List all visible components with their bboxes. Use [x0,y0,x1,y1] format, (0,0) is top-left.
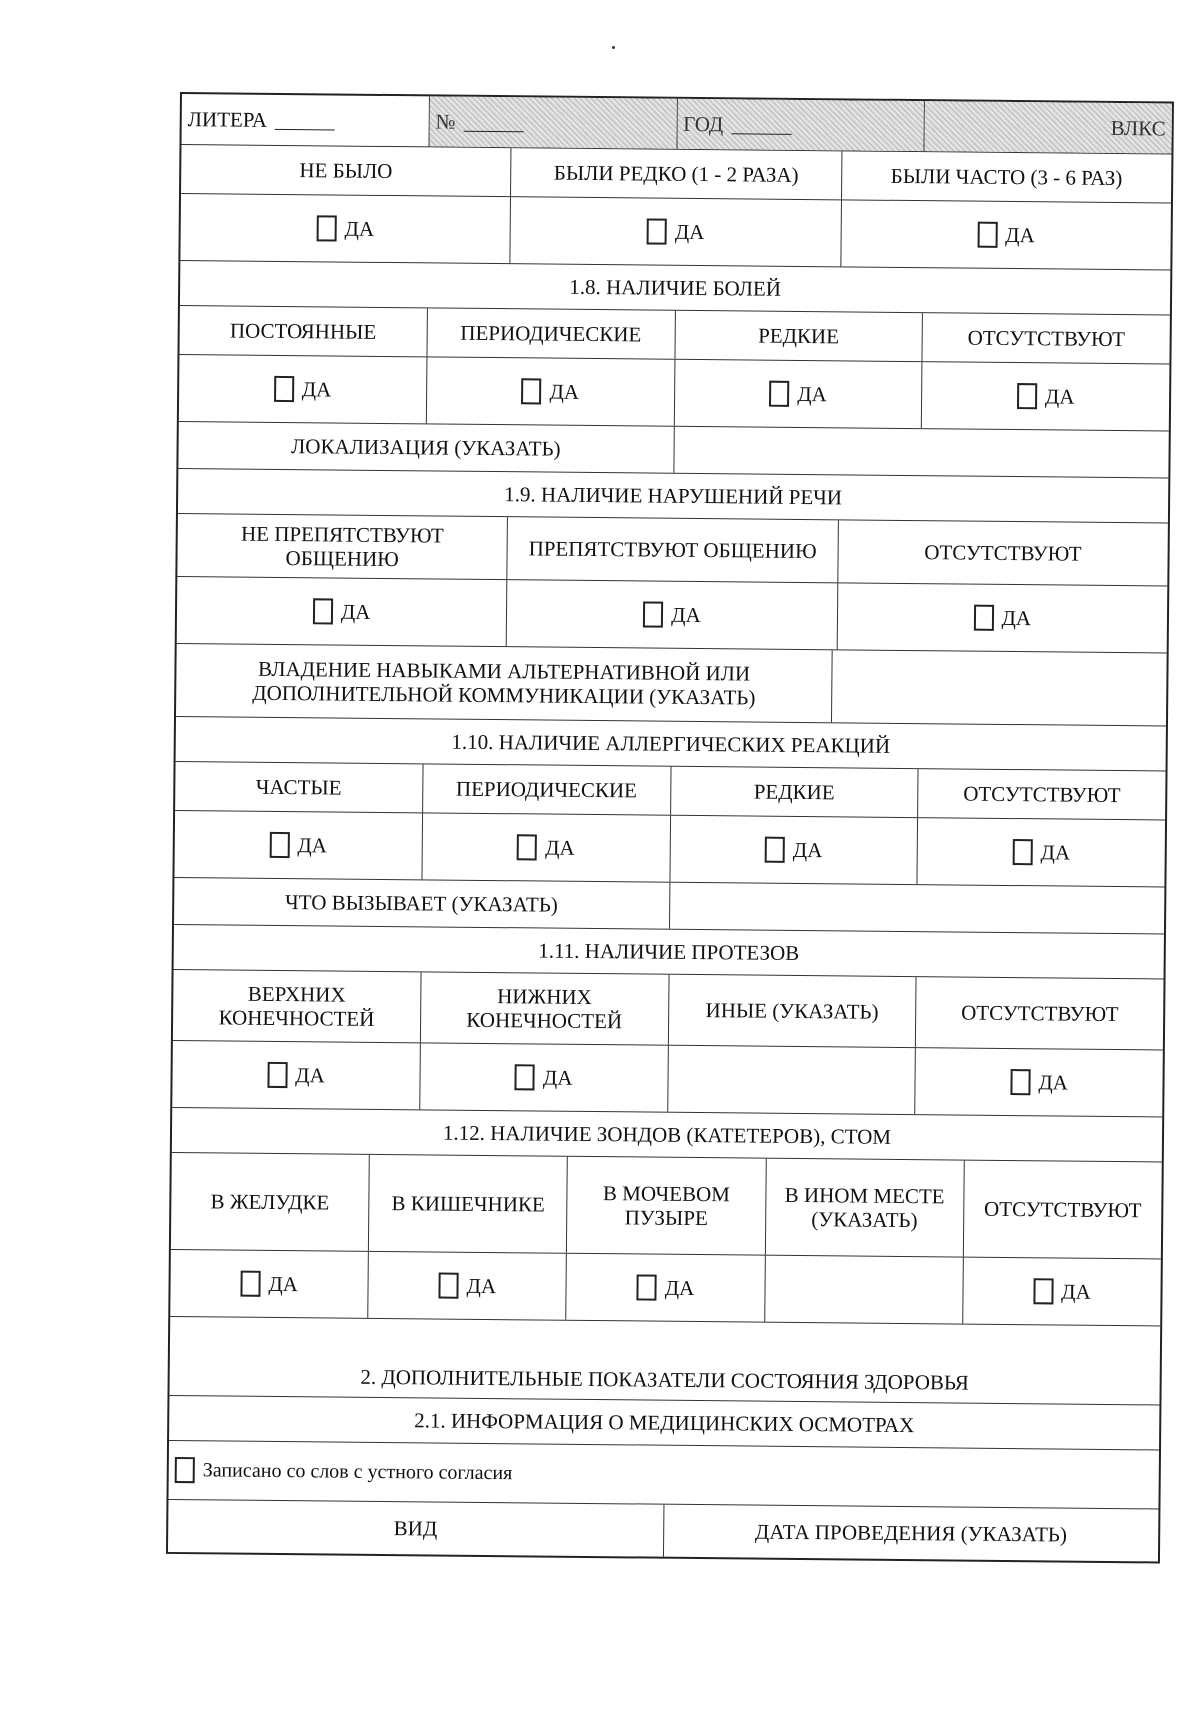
freq-option-0: НЕ БЫЛО [181,145,512,196]
checkbox[interactable] [977,222,997,248]
yes-label: ДА [1005,222,1035,248]
year-label: ГОД [683,111,724,137]
allergy-cause-input[interactable] [669,883,1164,934]
yes-label: ДА [301,377,332,402]
yes-label: ДА [295,1063,325,1088]
checkbox[interactable] [240,1271,260,1297]
checkbox[interactable] [1033,1278,1053,1304]
checkbox[interactable] [316,215,336,241]
allergy-check-1[interactable] [422,813,670,881]
checkbox[interactable] [267,1062,287,1088]
pain-localization-input[interactable] [674,427,1169,478]
yes-label: ДА [1038,1070,1069,1095]
header-row [181,94,1171,155]
yes-label: ДА [671,602,701,627]
prosthesis-check-3[interactable] [915,1048,1162,1116]
corner-label: ВЛКС [1110,115,1166,141]
checkbox[interactable] [521,378,541,404]
speech-option-2: ОТСУТСТВУЮТ [924,540,1082,566]
allergy-cause-label: ЧТО ВЫЗЫВАЕТ (УКАЗАТЬ) [174,878,670,929]
checkbox[interactable] [643,601,663,627]
allergy-title: 1.10. НАЛИЧИЕ АЛЛЕРГИЧЕСКИХ РЕАКЦИЙ [451,729,891,758]
prosthesis-other-input[interactable] [668,1046,916,1114]
litera-field[interactable] [182,94,430,146]
pain-localization-label: ЛОКАЛИЗАЦИЯ (УКАЗАТЬ) [178,422,674,473]
yes-label: ДА [268,1271,299,1297]
pain-title: 1.8. НАЛИЧИЕ БОЛЕЙ [569,274,782,301]
prosthesis-option-0: ВЕРХНИХ КОНЕЧНОСТЕЙ [173,970,421,1042]
section2-title: 2. ДОПОЛНИТЕЛЬНЫЕ ПОКАЗАТЕЛИ СОСТОЯНИЯ ЗДОРОВЬЯ [360,1364,969,1395]
pain-option-3: ОТСУТСТВУЮТ [967,325,1126,352]
prosthesis-check-row [172,1041,1163,1118]
speech-check-1[interactable] [507,580,838,649]
allergy-check-2[interactable] [670,816,918,884]
consent-checkbox[interactable] [175,1457,195,1483]
probes-option-3: В ИНОМ МЕСТЕ (УКАЗАТЬ) [765,1159,964,1257]
pain-check-row [179,355,1170,432]
prosthesis-check-0[interactable] [172,1041,420,1109]
prosthesis-header-row [173,970,1164,1050]
freq-check-0[interactable] [180,194,511,263]
checkbox[interactable] [515,1064,535,1090]
yes-label: ДА [1061,1279,1091,1304]
speech-alt-input[interactable] [832,650,1166,725]
yes-label: ДА [297,833,328,858]
checkbox[interactable] [1017,383,1037,409]
checkbox[interactable] [313,598,333,624]
checkbox[interactable] [1012,839,1032,865]
freq-check-row [180,194,1171,271]
number-field[interactable] [429,96,677,148]
pain-check-0[interactable] [179,355,427,423]
speech-alt-label: ВЛАДЕНИЕ НАВЫКАМИ АЛЬТЕРНАТИВНОЙ ИЛИ ДОПОЛНИТЕЛЬНОЙ КОММУНИКАЦИИ (УКАЗАТЬ) [176,644,833,722]
freq-check-2[interactable] [841,200,1171,269]
freq-check-1[interactable] [511,197,842,266]
freq-option-1: БЫЛИ РЕДКО (1 - 2 РАЗА) [511,148,842,199]
checkbox[interactable] [274,376,294,402]
yes-label: ДА [797,381,827,407]
yes-label: ДА [344,216,375,241]
probes-option-2: В МОЧЕВОМ ПУЗЫРЕ [567,1157,766,1255]
consent-cell[interactable] [168,1441,1159,1509]
number-blank[interactable] [463,112,523,132]
allergy-option-3: ОТСУТСТВУЮТ [963,781,1121,807]
checkbox[interactable] [647,218,667,244]
yes-label: ДА [340,599,371,624]
pain-check-2[interactable] [674,360,922,428]
probes-check-4[interactable] [963,1258,1161,1326]
exam-col-type: ВИД [168,1500,664,1557]
prosthesis-option-1: НИЖНИХ КОНЕЧНОСТЕЙ [421,972,669,1044]
probes-check-1[interactable] [368,1252,567,1320]
probes-option-0: В ЖЕЛУДКЕ [171,1153,370,1251]
prosthesis-check-1[interactable] [420,1043,668,1111]
checkbox[interactable] [765,837,785,863]
pain-option-1: ПЕРИОДИЧЕСКИЕ [427,308,675,358]
checkbox[interactable] [517,834,537,860]
medical-form-table [166,92,1174,1563]
speech-alt-row [176,644,1167,726]
speech-option-0: НЕ ПРЕПЯТСТВУЮТ ОБЩЕНИЮ [177,514,508,579]
allergy-check-row [174,811,1165,888]
yes-label: ДА [545,835,575,860]
exam-header-row [168,1500,1158,1562]
year-field[interactable] [677,99,925,151]
speech-title: 1.9. НАЛИЧИЕ НАРУШЕНИЙ РЕЧИ [504,482,843,510]
speech-check-0[interactable] [177,577,508,646]
consent-row [168,1441,1159,1510]
number-label: № [435,109,456,134]
prosthesis-option-2: ИНЫЕ (УКАЗАТЬ) [668,975,916,1047]
probes-check-0[interactable] [170,1250,369,1318]
checkbox[interactable] [637,1274,657,1300]
pain-check-1[interactable] [427,357,675,425]
freq-option-2: БЫЛИ ЧАСТО (3 - 6 РАЗ) [890,163,1123,190]
checkbox[interactable] [769,381,789,407]
checkbox[interactable] [1010,1069,1030,1095]
prosthesis-title: 1.11. НАЛИЧИЕ ПРОТЕЗОВ [538,938,800,965]
speech-check-2[interactable] [837,583,1167,652]
section2-subtitle: 2.1. ИНФОРМАЦИЯ О МЕДИЦИНСКИХ ОСМОТРАХ [414,1408,915,1438]
allergy-option-1: ПЕРИОДИЧЕСКИЕ [423,764,671,814]
probes-check-row [170,1250,1161,1327]
pain-option-2: РЕДКИЕ [675,311,923,361]
speech-check-row [177,577,1168,654]
exam-col-date: ДАТА ПРОВЕДЕНИЯ (УКАЗАТЬ) [754,1519,1068,1547]
yes-label: ДА [1040,840,1071,865]
corner-stamp [925,101,1172,153]
yes-label: ДА [549,379,580,404]
probes-check-2[interactable] [567,1254,766,1322]
yes-label: ДА [466,1273,497,1299]
checkbox[interactable] [438,1273,458,1299]
speech-option-1: ПРЕПЯТСТВУЮТ ОБЩЕНИЮ [508,517,839,582]
allergy-check-0[interactable] [174,811,422,879]
speech-header-row [177,514,1168,587]
allergy-option-2: РЕДКИЕ [671,767,919,817]
prosthesis-option-3: ОТСУТСТВУЮТ [961,1000,1119,1026]
probes-other-input[interactable] [765,1256,964,1324]
consent-label: Записано со слов с устного согласия [202,1458,513,1484]
section2-row [169,1317,1160,1405]
yes-label: ДА [1001,605,1032,631]
probes-title: 1.12. НАЛИЧИЕ ЗОНДОВ (КАТЕТЕРОВ), СТОМ [442,1120,892,1149]
litera-label: ЛИТЕРА [187,106,268,132]
allergy-check-3[interactable] [918,818,1165,886]
yes-label: ДА [1044,384,1075,409]
pain-check-3[interactable] [922,362,1169,430]
litera-blank[interactable] [275,110,335,130]
yes-label: ДА [792,837,823,863]
scan-speck [612,46,615,49]
checkbox[interactable] [269,832,289,858]
yes-label: ДА [674,219,705,244]
probes-option-4: ОТСУТСТВУЮТ [983,1196,1142,1223]
pain-option-0: ПОСТОЯННЫЕ [179,306,427,356]
yes-label: ДА [664,1275,695,1300]
probes-option-1: В КИШЕЧНИКЕ [369,1155,568,1253]
year-blank[interactable] [731,115,791,135]
probes-header-row [171,1153,1162,1259]
allergy-option-0: ЧАСТЫЕ [175,762,423,812]
checkbox[interactable] [973,605,993,631]
yes-label: ДА [542,1065,573,1090]
